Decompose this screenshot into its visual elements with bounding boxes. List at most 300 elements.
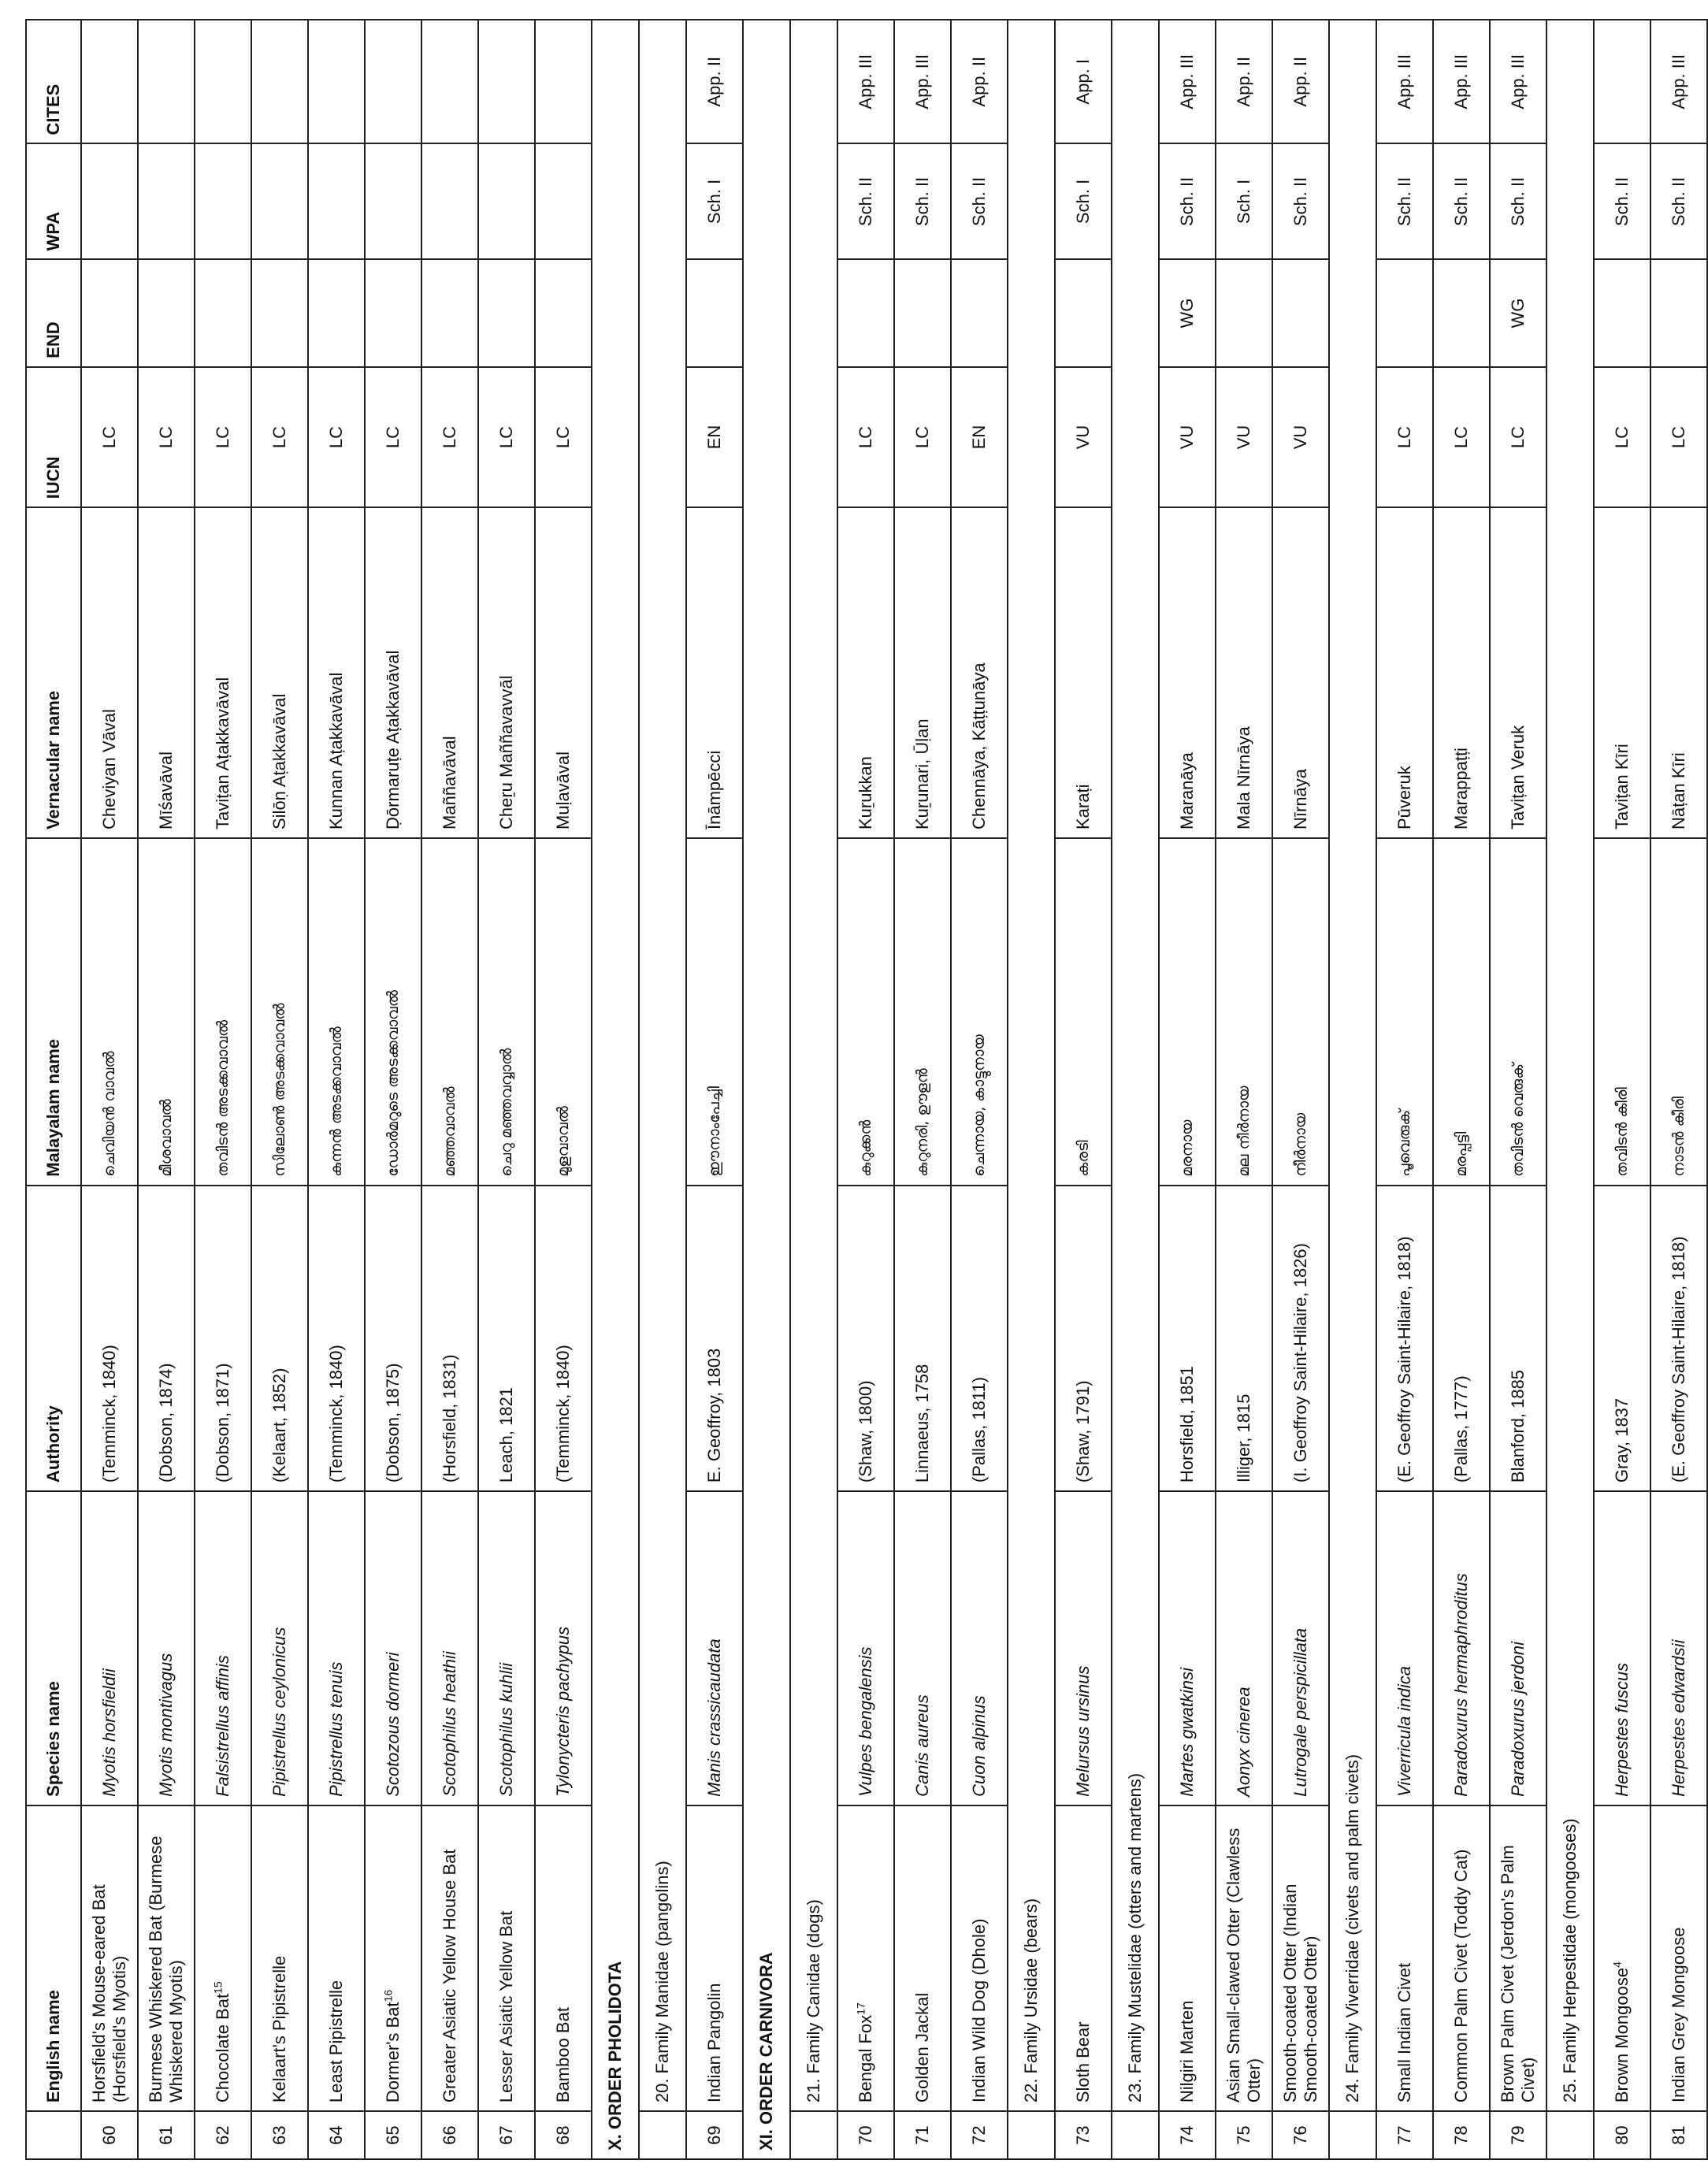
row-number: 62 xyxy=(213,2125,233,2145)
row-number: 67 xyxy=(496,2125,517,2145)
iucn-status: LC xyxy=(99,425,120,449)
english-name-cell xyxy=(894,1805,951,2111)
english-name-cell xyxy=(1376,1805,1433,2111)
cites-appendix-cell xyxy=(421,20,478,143)
authority: (Dobson, 1871) xyxy=(213,1363,233,1483)
species-name: Herpestes edwardsii xyxy=(1669,1639,1689,1797)
species-checklist-table xyxy=(25,19,1708,2160)
endemism: WG xyxy=(1508,298,1528,328)
authority-cell xyxy=(1376,1186,1433,1491)
row-number-cell xyxy=(1376,2111,1433,2159)
authority: (Pallas, 1811) xyxy=(969,1376,990,1483)
row-number-cell xyxy=(308,2111,365,2159)
vernacular-name: Chennāya, Kāṭṭunāya xyxy=(969,662,990,829)
family-heading-row xyxy=(790,20,837,2159)
malayalam-name-cell xyxy=(195,838,251,1186)
malayalam-name: പൂവെരുക് xyxy=(1395,1109,1413,1177)
row-number: 75 xyxy=(1234,2125,1254,2145)
wpa-schedule: Sch. II xyxy=(1508,176,1528,227)
cites-appendix-cell xyxy=(894,20,951,143)
cites-appendix-cell xyxy=(535,20,592,143)
endemism-cell xyxy=(138,259,195,366)
table-row xyxy=(1490,20,1546,2159)
english-name-cell xyxy=(421,1805,478,2111)
species-name: Viverricula indica xyxy=(1394,1665,1415,1797)
header-number xyxy=(26,2111,81,2159)
row-number-cell xyxy=(421,2111,478,2159)
species-name: Cuon alpinus xyxy=(969,1695,990,1797)
english-name: Small Indian Civet xyxy=(1394,1962,1415,2103)
english-name-cell xyxy=(686,1805,743,2111)
species-name-cell xyxy=(1650,1491,1707,1805)
authority-cell xyxy=(894,1186,951,1491)
species-name: Myotis horsfieldii xyxy=(99,1668,120,1797)
table-row xyxy=(535,20,592,2159)
iucn-status-cell xyxy=(894,367,951,507)
vernacular-name: Marappaṭṭi xyxy=(1451,748,1472,829)
malayalam-name-cell xyxy=(478,838,535,1186)
iucn-status-cell xyxy=(686,367,743,507)
english-name: Common Palm Civet (Toddy Cat) xyxy=(1451,1849,1472,2103)
english-name-cell xyxy=(1433,1805,1490,2111)
iucn-status: LC xyxy=(496,425,517,449)
wpa-schedule: Sch. I xyxy=(1073,179,1093,225)
authority: (Dobson, 1875) xyxy=(383,1363,403,1483)
table-row xyxy=(251,20,308,2159)
species-name: Paradoxurus jerdoni xyxy=(1508,1641,1528,1797)
authority: (Pallas, 1777) xyxy=(1451,1375,1472,1483)
cites-appendix: App. II xyxy=(969,56,990,107)
english-name: Golden Jackal xyxy=(912,1992,933,2103)
endemism-cell xyxy=(1159,259,1216,366)
table-row xyxy=(138,20,195,2159)
iucn-status-cell xyxy=(308,367,365,507)
malayalam-name: മുളവാവൽ xyxy=(554,1106,572,1177)
iucn-status-cell xyxy=(81,367,138,507)
wpa-schedule-cell xyxy=(81,143,138,259)
vernacular-name-cell xyxy=(894,507,951,838)
cites-appendix-cell xyxy=(1159,20,1216,143)
authority: (Shaw, 1791) xyxy=(1073,1380,1093,1483)
cites-appendix: App. III xyxy=(1669,54,1689,109)
wpa-schedule: Sch. I xyxy=(704,179,725,225)
endemism-cell xyxy=(195,259,251,366)
endemism-cell xyxy=(1216,259,1272,366)
iucn-status-cell xyxy=(1159,367,1216,507)
iucn-status-cell xyxy=(1594,367,1650,507)
cites-appendix-cell xyxy=(1055,20,1112,143)
family-heading-row xyxy=(1112,20,1159,2159)
vernacular-name-cell xyxy=(365,507,421,838)
authority: (E. Geoffroy Saint-Hilaire, 1818) xyxy=(1669,1236,1689,1483)
species-name: Tylonycteris pachypus xyxy=(553,1626,574,1797)
vernacular-name: Muḷavāval xyxy=(553,751,574,829)
row-number: 81 xyxy=(1669,2125,1689,2145)
species-name: Martes gwatkinsi xyxy=(1177,1668,1197,1797)
family-heading-row xyxy=(1329,20,1376,2159)
table-row xyxy=(686,20,743,2159)
row-number: 68 xyxy=(553,2125,574,2145)
endemism-cell xyxy=(686,259,743,366)
vernacular-name-cell xyxy=(421,507,478,838)
wpa-schedule-cell xyxy=(1433,143,1490,259)
row-number: 77 xyxy=(1394,2125,1415,2145)
species-name-cell xyxy=(1216,1491,1272,1805)
malayalam-name-cell xyxy=(837,838,894,1186)
malayalam-name: മഞ്ഞവാവൽ xyxy=(440,1086,459,1177)
malayalam-name: തവിടൻ കീരി xyxy=(1613,1087,1631,1177)
cites-appendix: App. I xyxy=(1073,59,1093,105)
table-row xyxy=(81,20,138,2159)
species-name-cell xyxy=(1490,1491,1546,1805)
authority-cell xyxy=(1594,1186,1650,1491)
english-name-cell xyxy=(81,1805,138,2111)
authority-cell xyxy=(308,1186,365,1491)
table-row xyxy=(1055,20,1112,2159)
species-name-cell xyxy=(81,1491,138,1805)
vernacular-name-cell xyxy=(1650,507,1707,838)
english-name-cell xyxy=(1594,1805,1650,2111)
row-number-cell xyxy=(478,2111,535,2159)
header-malayalam-name: Malayalam name xyxy=(26,838,81,1186)
authority-cell xyxy=(1272,1186,1329,1491)
cites-appendix-cell xyxy=(1272,20,1329,143)
iucn-status: LC xyxy=(1669,425,1689,449)
malayalam-name: മീശവാവൽ xyxy=(157,1099,175,1177)
iucn-status-cell xyxy=(365,367,421,507)
malayalam-name-cell xyxy=(1490,838,1546,1186)
malayalam-name: കുറുനരി, ഊളൻ xyxy=(913,1068,931,1177)
english-name-cell xyxy=(1216,1805,1272,2111)
header-endemism: END xyxy=(26,259,81,366)
cites-appendix-cell xyxy=(686,20,743,143)
row-number-cell xyxy=(251,2111,308,2159)
english-name-cell xyxy=(1159,1805,1216,2111)
english-name: Kelaart's Pipistrelle xyxy=(269,1955,290,2103)
order-heading: XI. ORDER CARNIVORA xyxy=(743,20,790,2159)
authority: Horsfield, 1851 xyxy=(1177,1366,1197,1483)
cites-appendix: App. III xyxy=(1394,54,1415,109)
row-number: 73 xyxy=(1073,2125,1093,2145)
row-number-cell xyxy=(894,2111,951,2159)
english-name: Horsfield's Mouse-eared Bat (Horsfield's Myotis) xyxy=(89,1884,129,2103)
english-name: Least Pipistrelle xyxy=(326,1980,347,2103)
iucn-status-cell xyxy=(1433,367,1490,507)
english-name-cell xyxy=(1272,1805,1329,2111)
malayalam-name-cell xyxy=(535,838,592,1186)
family-heading: 22. Family Ursidae (bears) xyxy=(1008,20,1055,2111)
english-name: Indian Wild Dog (Dhole) xyxy=(969,1918,990,2103)
english-name: Bengal Fox xyxy=(856,2014,876,2103)
authority: (Temminck, 1840) xyxy=(553,1345,574,1483)
family-heading: 20. Family Manidae (pangolins) xyxy=(639,20,686,2111)
authority-cell xyxy=(951,1186,1008,1491)
iucn-status: LC xyxy=(1612,425,1632,449)
table-row xyxy=(478,20,535,2159)
cites-appendix: App. III xyxy=(1451,54,1472,109)
cites-appendix: App. II xyxy=(1234,56,1254,107)
vernacular-name-cell xyxy=(1433,507,1490,838)
vernacular-name-cell xyxy=(1216,507,1272,838)
blank-number-cell xyxy=(1546,2111,1594,2159)
english-name: Burmese Whiskered Bat (Burmese Whiskered Myotis) xyxy=(146,1835,186,2103)
blank-number-cell xyxy=(1112,2111,1159,2159)
row-number-cell xyxy=(365,2111,421,2159)
family-heading: 24. Family Viverridae (civets and palm civets) xyxy=(1329,20,1376,2111)
endemism-cell xyxy=(308,259,365,366)
english-name-cell xyxy=(365,1805,421,2111)
species-name: Lutrogale perspicillata xyxy=(1290,1627,1311,1797)
endemism-cell xyxy=(1376,259,1433,366)
wpa-schedule: Sch. II xyxy=(1177,176,1197,227)
iucn-status-cell xyxy=(837,367,894,507)
vernacular-name: Maranāya xyxy=(1177,752,1197,829)
malayalam-name-cell xyxy=(1594,838,1650,1186)
endemism-cell xyxy=(1490,259,1546,366)
authority: Leach, 1821 xyxy=(496,1386,517,1483)
malayalam-name-cell xyxy=(1216,838,1272,1186)
row-number: 70 xyxy=(856,2125,876,2145)
vernacular-name: Silōṇ Aṭakkavāval xyxy=(269,693,290,829)
authority-cell xyxy=(1216,1186,1272,1491)
english-name: Brown Mongoose xyxy=(1612,1967,1632,2103)
iucn-status-cell xyxy=(478,367,535,507)
malayalam-name-cell xyxy=(1272,838,1329,1186)
blank-number-cell xyxy=(1329,2111,1376,2159)
row-number: 69 xyxy=(704,2125,725,2145)
english-name: Dormer's Bat xyxy=(383,2002,403,2103)
endemism-cell xyxy=(535,259,592,366)
malayalam-name-cell xyxy=(421,838,478,1186)
endemism-cell xyxy=(837,259,894,366)
vernacular-name-cell xyxy=(308,507,365,838)
english-name: Chocolate Bat xyxy=(213,1993,233,2103)
malayalam-name-cell xyxy=(1433,838,1490,1186)
family-heading: 23. Family Mustelidae (otters and martens) xyxy=(1112,20,1159,2111)
english-name-cell xyxy=(308,1805,365,2111)
row-number: 66 xyxy=(440,2125,460,2145)
endemism-cell xyxy=(1650,259,1707,366)
endemism-cell xyxy=(1433,259,1490,366)
species-name-cell xyxy=(1433,1491,1490,1805)
table-row xyxy=(1376,20,1433,2159)
wpa-schedule-cell xyxy=(251,143,308,259)
species-name: Melursus ursinus xyxy=(1073,1665,1093,1797)
footnote-marker: 4 xyxy=(1610,1961,1624,1968)
authority-cell xyxy=(535,1186,592,1491)
authority: Linnaeus, 1758 xyxy=(912,1364,933,1483)
row-number-cell xyxy=(1433,2111,1490,2159)
endemism: WG xyxy=(1177,298,1197,328)
footnote-marker: 15 xyxy=(211,1981,225,1994)
row-number-cell xyxy=(951,2111,1008,2159)
row-number-cell xyxy=(195,2111,251,2159)
wpa-schedule: Sch. I xyxy=(1234,179,1254,225)
vernacular-name: Taviṭan Kīri xyxy=(1612,744,1632,829)
cites-appendix-cell xyxy=(365,20,421,143)
iucn-status-cell xyxy=(251,367,308,507)
wpa-schedule-cell xyxy=(1272,143,1329,259)
species-name: Pipistrellus tenuis xyxy=(326,1661,347,1797)
header-vernacular-name: Vernacular name xyxy=(26,507,81,838)
table-row xyxy=(195,20,251,2159)
cites-appendix-cell xyxy=(837,20,894,143)
malayalam-name-cell xyxy=(365,838,421,1186)
english-name-cell xyxy=(1650,1805,1707,2111)
wpa-schedule-cell xyxy=(1594,143,1650,259)
row-number-cell xyxy=(535,2111,592,2159)
species-name-cell xyxy=(837,1491,894,1805)
iucn-status-cell xyxy=(421,367,478,507)
iucn-status-cell xyxy=(138,367,195,507)
malayalam-name: ചെവിയൻ വാവൽ xyxy=(100,1051,118,1177)
table-row xyxy=(894,20,951,2159)
wpa-schedule-cell xyxy=(894,143,951,259)
species-name-cell xyxy=(1594,1491,1650,1805)
row-number-cell xyxy=(1159,2111,1216,2159)
wpa-schedule-cell xyxy=(1650,143,1707,259)
malayalam-name-cell xyxy=(686,838,743,1186)
authority: (Horsfield, 1831) xyxy=(440,1354,460,1483)
english-name: Brown Palm Civet (Jerdon's Palm Civet) xyxy=(1498,1845,1538,2103)
footnote-marker: 16 xyxy=(381,1989,395,2002)
english-name: Sloth Bear xyxy=(1073,2021,1093,2103)
iucn-status: EN xyxy=(969,425,990,450)
cites-appendix-cell xyxy=(1490,20,1546,143)
iucn-status: EN xyxy=(704,425,725,450)
authority-cell xyxy=(1650,1186,1707,1491)
table-row xyxy=(308,20,365,2159)
species-name: Aonyx cinerea xyxy=(1234,1687,1254,1797)
cites-appendix: App. II xyxy=(704,56,725,107)
english-name-cell xyxy=(951,1805,1008,2111)
iucn-status: LC xyxy=(1394,425,1415,449)
iucn-status-cell xyxy=(951,367,1008,507)
malayalam-name: നാടൻ കീരി xyxy=(1669,1096,1688,1177)
english-name-cell xyxy=(1055,1805,1112,2111)
authority: Gray, 1837 xyxy=(1612,1397,1632,1483)
authority: (I. Geoffroy Saint-Hilaire, 1826) xyxy=(1290,1243,1311,1483)
endemism-cell xyxy=(421,259,478,366)
malayalam-name-cell xyxy=(308,838,365,1186)
wpa-schedule-cell xyxy=(535,143,592,259)
authority: (Temminck, 1840) xyxy=(99,1345,120,1483)
row-number-cell xyxy=(1490,2111,1546,2159)
iucn-status-cell xyxy=(195,367,251,507)
vernacular-name-cell xyxy=(251,507,308,838)
cites-appendix-cell xyxy=(138,20,195,143)
vernacular-name: Cheviyan Vāval xyxy=(99,709,120,829)
vernacular-name: Mīśavāval xyxy=(156,751,176,829)
order-heading-row xyxy=(592,20,639,2159)
row-number: 72 xyxy=(969,2125,990,2145)
row-number: 61 xyxy=(156,2125,176,2145)
vernacular-name-cell xyxy=(81,507,138,838)
authority: (Kelaart, 1852) xyxy=(269,1368,290,1483)
wpa-schedule-cell xyxy=(138,143,195,259)
family-heading: 21. Family Canidae (dogs) xyxy=(790,20,837,2111)
iucn-status-cell xyxy=(1650,367,1707,507)
malayalam-name-cell xyxy=(1376,838,1433,1186)
malayalam-name-cell xyxy=(81,838,138,1186)
malayalam-name-cell xyxy=(1055,838,1112,1186)
cites-appendix-cell xyxy=(195,20,251,143)
iucn-status: VU xyxy=(1290,425,1311,450)
authority: (Shaw, 1800) xyxy=(856,1380,876,1483)
malayalam-name: കുറുക്കൻ xyxy=(856,1119,874,1177)
species-name-cell xyxy=(421,1491,478,1805)
header-english-name: English name xyxy=(26,1805,81,2111)
english-name: Asian Small-clawed Otter (Clawless Otter) xyxy=(1223,1828,1264,2103)
species-name-cell xyxy=(251,1491,308,1805)
malayalam-name: ചെന്നായ, കാട്ടുനായ xyxy=(970,1034,988,1177)
species-name-cell xyxy=(365,1491,421,1805)
species-name-cell xyxy=(478,1491,535,1805)
malayalam-name-cell xyxy=(1159,838,1216,1186)
authority-cell xyxy=(478,1186,535,1491)
row-number: 78 xyxy=(1451,2125,1472,2145)
wpa-schedule: Sch. II xyxy=(1669,176,1689,227)
authority-cell xyxy=(81,1186,138,1491)
vernacular-name-cell xyxy=(1490,507,1546,838)
vernacular-name: Taviṭan Veruk xyxy=(1508,725,1528,829)
cites-appendix: App. II xyxy=(1290,56,1311,107)
header-row xyxy=(26,20,81,2159)
vernacular-name: Mala Nīrnāya xyxy=(1234,726,1254,829)
iucn-status: LC xyxy=(213,425,233,449)
cites-appendix-cell xyxy=(251,20,308,143)
wpa-schedule: Sch. II xyxy=(912,176,933,227)
iucn-status-cell xyxy=(1376,367,1433,507)
iucn-status: LC xyxy=(912,425,933,449)
table-row xyxy=(421,20,478,2159)
malayalam-name-cell xyxy=(951,838,1008,1186)
row-number-cell xyxy=(1055,2111,1112,2159)
english-name-cell xyxy=(535,1805,592,2111)
malayalam-name: മല നീർനായ xyxy=(1235,1086,1253,1177)
iucn-status: LC xyxy=(553,425,574,449)
row-number: 64 xyxy=(326,2125,347,2145)
malayalam-name: സിലോൺ അടക്കവാവൽ xyxy=(270,1003,288,1177)
malayalam-name: തവിടൻ അടക്കവാവൽ xyxy=(214,1019,232,1177)
row-number: 79 xyxy=(1508,2125,1528,2145)
table-row xyxy=(837,20,894,2159)
endemism-cell xyxy=(1272,259,1329,366)
row-number-cell xyxy=(138,2111,195,2159)
english-name-cell xyxy=(195,1805,251,2111)
cites-appendix-cell xyxy=(1594,20,1650,143)
authority-cell xyxy=(1490,1186,1546,1491)
vernacular-name: Kunnan Aṭakkavāval xyxy=(326,672,347,829)
malayalam-name: ഡോർമറുടെ അടക്കവാവൽ xyxy=(384,989,402,1177)
endemism-cell xyxy=(894,259,951,366)
iucn-status: LC xyxy=(269,425,290,449)
wpa-schedule: Sch. II xyxy=(1451,176,1472,227)
authority-cell xyxy=(421,1186,478,1491)
blank-number-cell xyxy=(639,2111,686,2159)
cites-appendix-cell xyxy=(1376,20,1433,143)
vernacular-name-cell xyxy=(1055,507,1112,838)
authority-cell xyxy=(1159,1186,1216,1491)
header-cites: CITES xyxy=(26,20,81,143)
iucn-status-cell xyxy=(1055,367,1112,507)
wpa-schedule-cell xyxy=(1055,143,1112,259)
wpa-schedule-cell xyxy=(1216,143,1272,259)
authority: (Temminck, 1840) xyxy=(326,1345,347,1483)
vernacular-name-cell xyxy=(535,507,592,838)
cites-appendix-cell xyxy=(478,20,535,143)
authority-cell xyxy=(138,1186,195,1491)
